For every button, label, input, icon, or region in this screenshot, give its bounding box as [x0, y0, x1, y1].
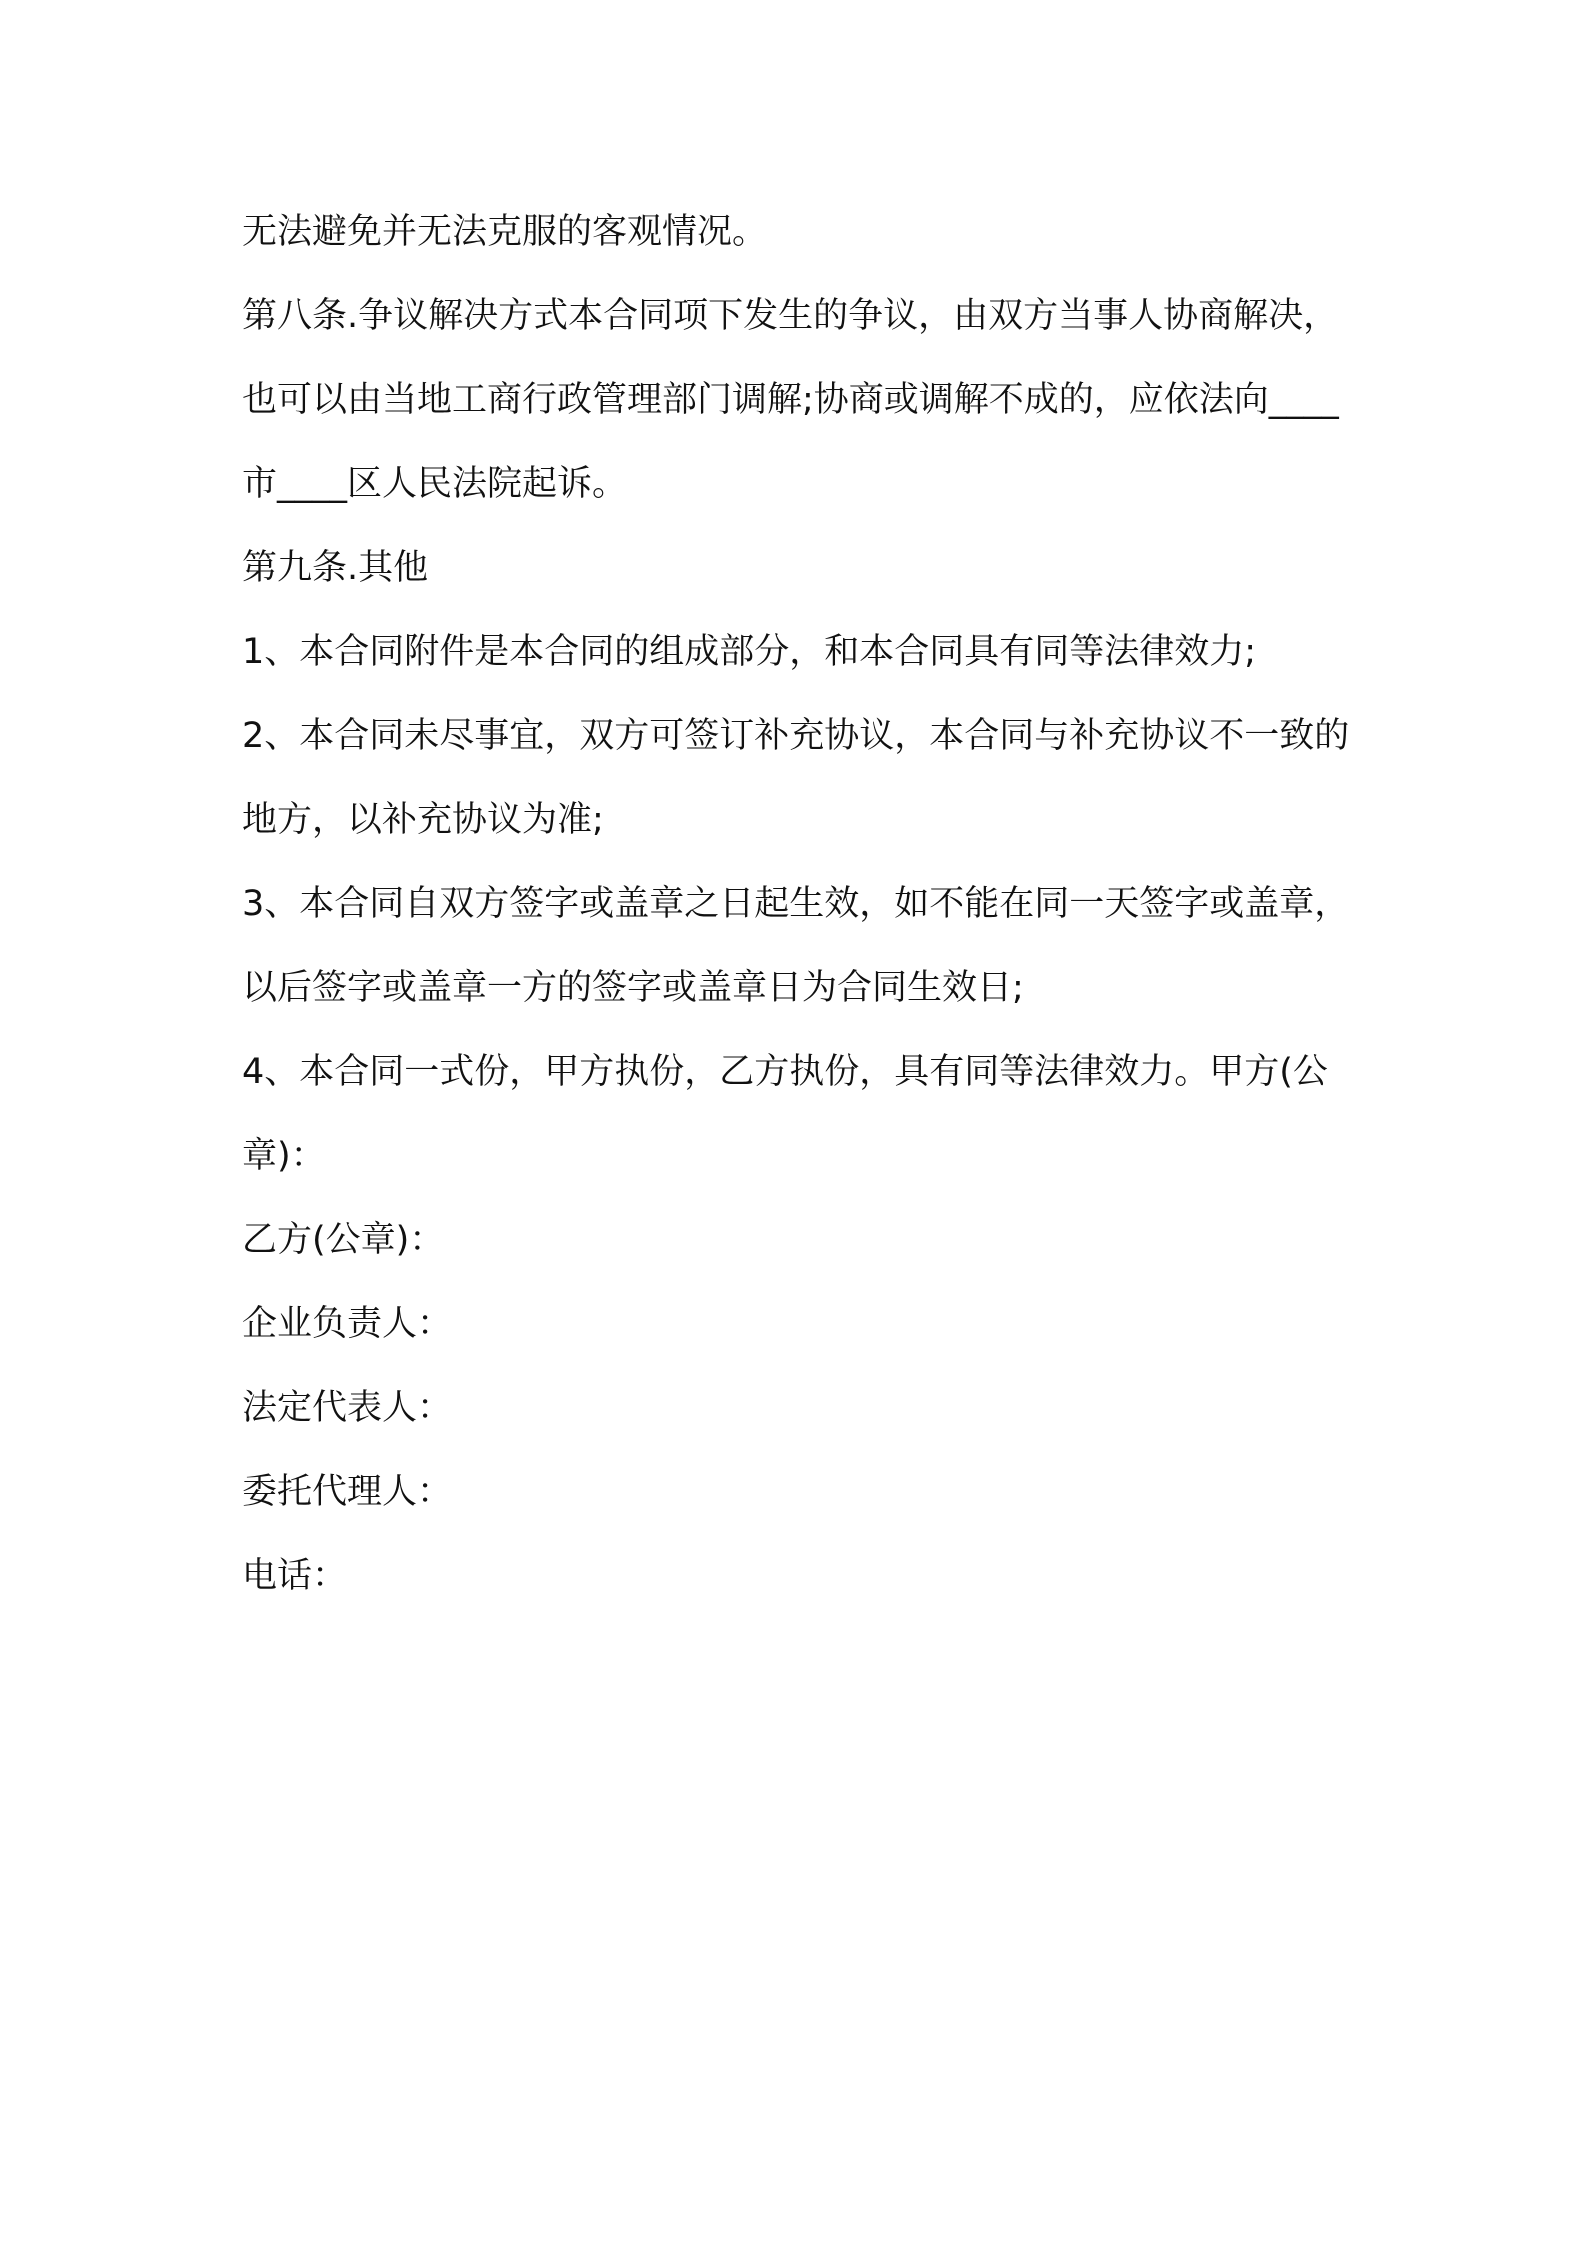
signature-party-b: 乙方(公章)：: [242, 1220, 445, 1260]
paragraph-clause-1: 1、本合同附件是本合同的组成部分，和本合同具有同等法律效力;: [242, 632, 1257, 672]
paragraph-article-8: 第八条.争议解决方式本合同项下发生的争议，由双方当事人协商解决，也可以由当地工商行政管理部门调解;协商或调解不成的，应依法向____市____区人民法院起诉。: [242, 296, 1339, 504]
document-page: [242, 190, 1362, 1618]
signature-enterprise-head: 企业负责人：: [242, 1304, 453, 1344]
paragraph-force-majeure-end: 无法避免并无法克服的客观情况。: [242, 212, 768, 252]
signature-legal-representative: 法定代表人：: [242, 1388, 453, 1428]
paragraph-clause-2: 2、本合同未尽事宜，双方可签订补充协议，本合同与补充协议不一致的地方，以补充协议为准;: [242, 716, 1350, 840]
signature-authorized-agent: 委托代理人：: [242, 1472, 453, 1512]
paragraph-article-9-title: 第九条.其他: [242, 548, 429, 588]
paragraph-clause-3: 3、本合同自双方签字或盖章之日起生效，如不能在同一天签字或盖章，以后签字或盖章一方的签字或盖章日为合同生效日;: [242, 884, 1350, 1008]
signature-phone: 电话：: [242, 1556, 348, 1596]
paragraph-clause-4: 4、本合同一式份，甲方执份，乙方执份，具有同等法律效力。甲方(公章)：: [242, 1052, 1328, 1176]
